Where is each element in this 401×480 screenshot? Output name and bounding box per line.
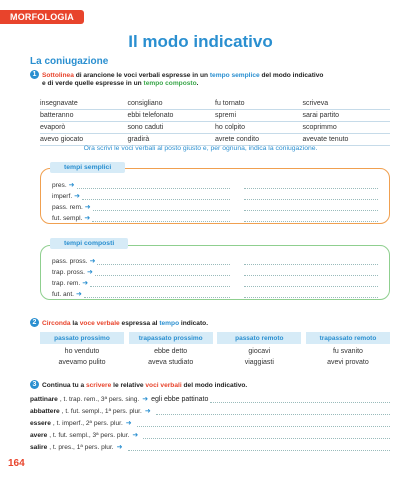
answer-line[interactable] xyxy=(93,205,230,211)
answer-line[interactable] xyxy=(92,216,230,222)
word[interactable]: consigliano xyxy=(127,100,163,107)
word[interactable]: scoprimmo xyxy=(302,124,337,131)
arrow-icon: ➜ xyxy=(132,432,139,439)
answer-line[interactable] xyxy=(77,183,230,189)
answer-line[interactable] xyxy=(90,281,230,287)
arrow-icon: ➜ xyxy=(74,193,81,200)
arrow-icon: ➜ xyxy=(68,182,75,189)
arrow-icon: ➜ xyxy=(84,215,91,222)
verb-option[interactable]: ebbe detto xyxy=(154,348,188,355)
word[interactable]: avevate tenuto xyxy=(302,136,349,143)
arrow-icon: ➜ xyxy=(76,291,82,298)
word[interactable]: scriveva xyxy=(302,100,329,107)
word[interactable]: evaporò xyxy=(40,124,66,131)
answer-line[interactable] xyxy=(128,445,391,451)
exercise-1-instruction-line2: e di verde quelle espresse in un tempo composto. xyxy=(42,80,199,87)
exercise-2-instruction: 2 Circonda la voce verbale espressa al tempo indicato. xyxy=(30,318,208,328)
fill-row: trap. pross. ➜ xyxy=(52,266,378,276)
answer-line[interactable] xyxy=(244,216,378,222)
fill-row: imperf. ➜ xyxy=(52,190,378,200)
arrow-icon: ➜ xyxy=(116,444,123,451)
verb-word-grid xyxy=(40,98,390,146)
exercise-number: 2 xyxy=(30,318,39,327)
answer-line[interactable] xyxy=(210,397,390,403)
fill-row: trap. rem. ➜ xyxy=(52,277,378,287)
answer-line[interactable] xyxy=(244,194,378,200)
tense-column xyxy=(40,332,124,368)
answer-line[interactable] xyxy=(137,421,390,427)
column-header: passato remoto xyxy=(217,332,301,344)
column-header: passato prossimo xyxy=(40,332,124,344)
verb-option[interactable]: avevi provato xyxy=(327,359,369,366)
word[interactable]: gradirà xyxy=(127,136,150,143)
word[interactable]: ho colpito xyxy=(215,124,245,131)
page-title: Il modo indicativo xyxy=(128,32,273,51)
word[interactable]: batteranno xyxy=(40,112,74,119)
tense-column xyxy=(306,332,390,368)
conjugation-row: pattinare , t. trap. rem., 3ª pers. sing. ➜ egli ebbe pattinato xyxy=(30,392,390,403)
answer-line[interactable] xyxy=(143,433,390,439)
section-tab: MORFOLOGIA xyxy=(0,10,84,24)
column-header: trapassato remoto xyxy=(306,332,390,344)
arrow-icon: ➜ xyxy=(84,204,91,211)
arrow-icon: ➜ xyxy=(86,269,93,276)
fill-row: fut. ant. ➜ xyxy=(52,288,378,298)
answer-line[interactable] xyxy=(244,205,378,211)
fill-row: fut. sempl. ➜ xyxy=(52,212,378,222)
word-row xyxy=(40,122,390,134)
word[interactable]: fu tornato xyxy=(215,100,245,107)
arrow-icon: ➜ xyxy=(144,408,151,415)
tense-column xyxy=(217,332,301,368)
arrow-icon: ➜ xyxy=(89,258,96,265)
answer-line[interactable] xyxy=(244,292,378,298)
answer-line[interactable] xyxy=(82,194,230,200)
exercise-3-instruction: 3 Continua tu a scrivere le relative voci verbali del modo indicativo. xyxy=(30,380,247,390)
tense-table xyxy=(40,332,390,368)
page-number: 164 xyxy=(8,458,25,469)
exercise-number: 3 xyxy=(30,380,39,389)
verb-option[interactable]: ho venduto xyxy=(64,348,100,355)
exercise-number: 1 xyxy=(30,70,39,79)
arrow-icon: ➜ xyxy=(125,420,132,427)
exercise-1-instruction: 1 Sottolinea di arancione le voci verbali espresse in un tempo semplice del modo indicativo xyxy=(30,70,323,80)
answer-line[interactable] xyxy=(95,270,230,276)
word[interactable]: avevo giocato xyxy=(40,136,84,143)
word[interactable]: insegnavate xyxy=(40,100,78,107)
answer-line[interactable] xyxy=(244,281,378,287)
arrow-icon: ➜ xyxy=(142,396,149,403)
arrow-icon: ➜ xyxy=(82,280,89,287)
fill-row: pres. ➜ xyxy=(52,179,378,189)
verb-option[interactable]: giocavi xyxy=(248,348,271,355)
word[interactable]: sono caduti xyxy=(127,124,164,131)
verb-option[interactable]: avevamo pulito xyxy=(58,359,106,366)
answer-line[interactable] xyxy=(97,259,230,265)
answer-line[interactable] xyxy=(156,409,390,415)
fill-row: pass. rem. ➜ xyxy=(52,201,378,211)
verb-option[interactable]: fu svanito xyxy=(332,348,363,355)
conjugation-row: salire , t. pres., 1ª pers. plur. ➜ xyxy=(30,440,390,451)
word[interactable]: spremi xyxy=(215,112,237,119)
answer-line[interactable] xyxy=(244,259,378,265)
sub-instruction: Ora scrivi le voci verbali al posto giusto e, per ognuna, indica la coniugazione. xyxy=(83,145,318,152)
word[interactable]: ebbi telefonato xyxy=(127,112,174,119)
conjugation-row: abbattere , t. fut. sempl., 1ª pers. plur. ➜ xyxy=(30,404,390,415)
conjugation-row: essere , t. imperf., 2ª pers. plur. ➜ xyxy=(30,416,390,427)
compound-tenses-label: tempi composti xyxy=(50,238,128,249)
word-row xyxy=(40,110,390,122)
simple-tenses-label: tempi semplici xyxy=(50,162,125,173)
word-row xyxy=(40,98,390,110)
tense-column xyxy=(129,332,213,368)
answer-line[interactable] xyxy=(84,292,230,298)
word[interactable]: sarai partito xyxy=(302,112,340,119)
verb-option[interactable]: viaggiasti xyxy=(244,359,274,366)
fill-row: pass. pross. ➜ xyxy=(52,255,378,265)
verb-option[interactable]: aveva studiato xyxy=(148,359,194,366)
section-heading: La coniugazione xyxy=(30,56,109,67)
word[interactable]: avrete condito xyxy=(215,136,259,143)
answer-text: egli ebbe pattinato xyxy=(151,396,209,403)
conjugation-row: avere , t. fut. sempl., 3ª pers. plur. ➜ xyxy=(30,428,390,439)
column-header: trapassato prossimo xyxy=(129,332,213,344)
answer-line[interactable] xyxy=(244,183,378,189)
answer-line[interactable] xyxy=(244,270,378,276)
